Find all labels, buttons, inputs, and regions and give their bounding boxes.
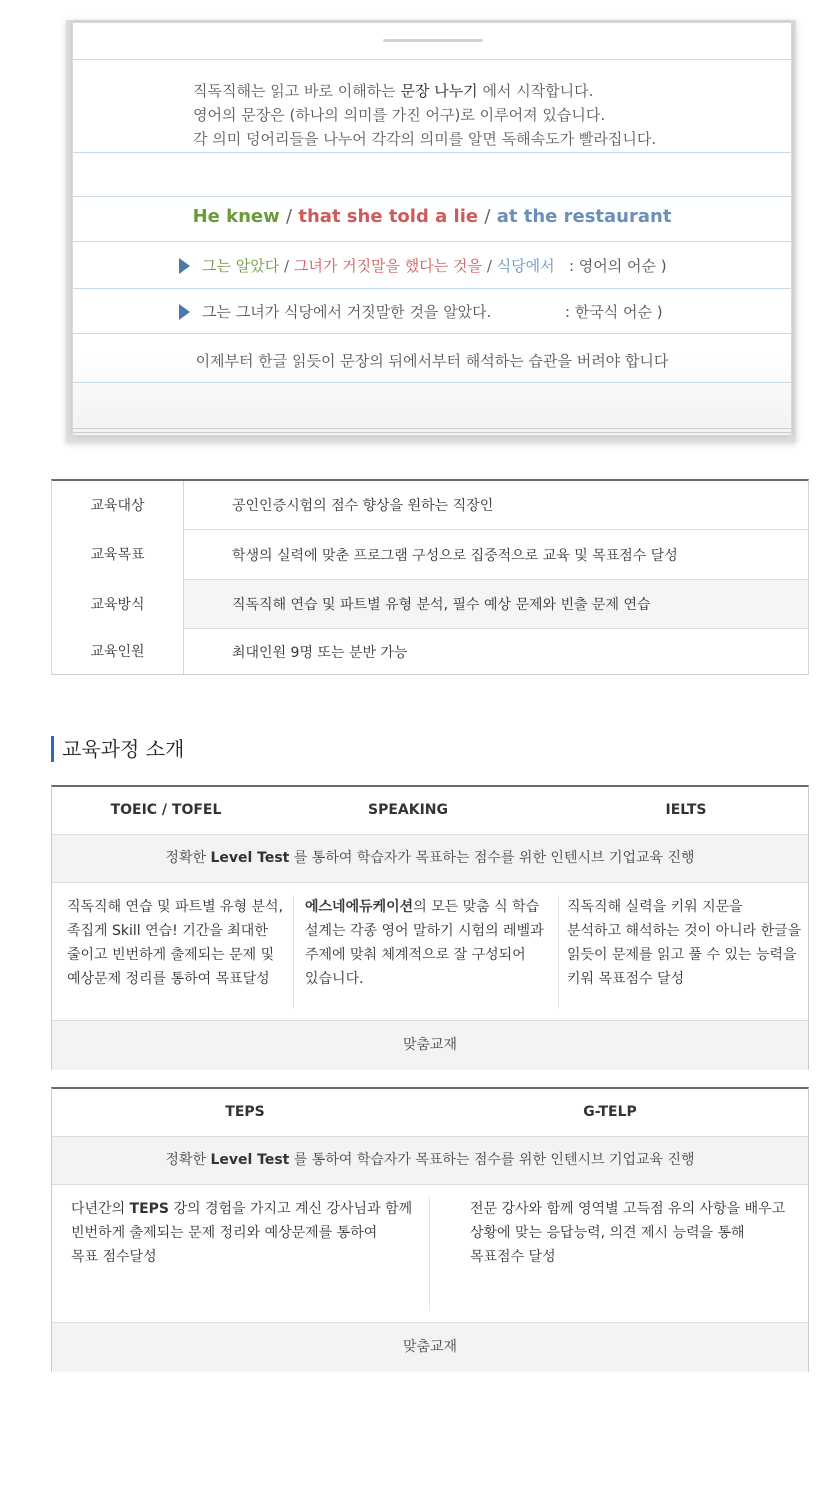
- course-desc-toeic: [67, 895, 292, 991]
- ruled-line: [73, 333, 791, 334]
- info-key: 교육목표: [52, 529, 184, 579]
- course-desc-gtelp: [470, 1197, 806, 1269]
- info-key: 교육인원: [52, 628, 184, 674]
- desc-line: 전문 강사와 함께 영역별 고득점 유의 사항을 배우고: [470, 1201, 786, 1217]
- info-key: 교육대상: [52, 481, 184, 529]
- desc-line: 직독직해 연습 및 파트별 유형 분석,: [67, 899, 284, 915]
- desc-line: 줄이고 빈번하게 출제되는 문제 및: [67, 947, 275, 963]
- info-row-capacity: [52, 628, 808, 674]
- column-divider: [429, 1197, 430, 1311]
- page-edge: [73, 428, 791, 429]
- sentence-chunk-1: He knew: [192, 206, 280, 227]
- play-triangle-icon: [179, 258, 190, 274]
- desc-line: 주제에 맞춰 체계적으로 잘 구성되어: [305, 947, 526, 963]
- translation-chunk-1: 그는 알았다: [202, 257, 280, 275]
- desc-line: 목표 점수달성: [71, 1249, 157, 1265]
- desc-line: 목표점수 달성: [470, 1249, 556, 1265]
- page-edge: [73, 432, 791, 433]
- translation-chunk-3: 식당에서: [496, 257, 555, 275]
- column-divider: [293, 895, 294, 1009]
- order-label-korean: : 한국식 어순 ): [565, 303, 663, 321]
- subtitle-bold: Level Test: [210, 1152, 290, 1168]
- course-body: [52, 1185, 808, 1322]
- course-desc-ielts: [567, 895, 807, 991]
- chunk-separator: /: [284, 257, 290, 275]
- info-row-target: [52, 481, 808, 529]
- subtitle-pre: 정확한: [165, 1152, 211, 1168]
- info-value: 공인인증시험의 점수 향상을 원하는 직장인: [232, 498, 494, 514]
- chunk-separator: /: [484, 206, 491, 227]
- chunk-separator: /: [486, 257, 492, 275]
- info-value: 직독직해 연습 및 파트별 유형 분석, 필수 예상 문제와 빈출 문제 연습: [184, 579, 808, 628]
- subtitle-post: 를 통하여 학습자가 목표하는 점수를 위한 인텐시브 기업교육 진행: [289, 1152, 695, 1168]
- desc-line: 키워 목표점수 달성: [567, 971, 685, 987]
- ruled-line: [73, 152, 791, 153]
- course-header-speaking: SPEAKING: [367, 802, 448, 818]
- course-subtitle: [52, 1136, 808, 1185]
- info-row-method: [52, 579, 808, 628]
- translation-english-order: [179, 255, 667, 276]
- sentence-chunk-2: that she told a lie: [298, 206, 479, 227]
- sentence-chunk-3: at the restaurant: [496, 206, 672, 227]
- ruled-line: [73, 241, 791, 242]
- desc-line: 직독직해 실력을 키워 지문을: [567, 899, 743, 915]
- example-sentence: [73, 206, 791, 227]
- desc-line: 설계는 각종 영어 말하기 시험의 레벨과: [305, 923, 544, 939]
- course-header-gtelp: G-TELP: [583, 1104, 637, 1120]
- intro-line-1-pre: 직독직해는 읽고 바로 이해하는: [193, 82, 401, 100]
- intro-line-3: 각 의미 덩어리들을 나누어 각각의 의미를 알면 독해속도가 빨라집니다.: [193, 130, 657, 148]
- subtitle-bold: Level Test: [210, 850, 290, 866]
- play-triangle-icon: [179, 304, 190, 320]
- translation-chunk-2: 그녀가 거짓말을 했다는 것을: [293, 257, 483, 275]
- desc-line: 빈번하게 출제되는 문제 정리와 예상문제를 통하여: [71, 1225, 378, 1241]
- ruled-line: [73, 382, 791, 383]
- desc-line: [305, 895, 555, 919]
- chunk-separator: /: [286, 206, 293, 227]
- course-table-2: [51, 1087, 809, 1372]
- desc-text: 다년간의: [71, 1201, 130, 1217]
- info-value: 학생의 실력에 맞춘 프로그램 구성으로 집중적으로 교육 및 목표점수 달성: [184, 529, 808, 579]
- notepad-binding: [383, 39, 483, 42]
- info-key: 교육방식: [52, 579, 184, 628]
- intro-line-1-post: 에서 시작합니다.: [477, 82, 594, 100]
- ruled-line: [73, 59, 791, 60]
- course-subtitle: [52, 834, 808, 883]
- course-header-toeic: TOEIC / TOFEL: [110, 802, 222, 818]
- info-value: 최대인원 9명 또는 분반 가능: [184, 628, 808, 674]
- course-header-ielts: IELTS: [665, 802, 707, 818]
- company-name: 에스네에듀케이션: [305, 899, 414, 915]
- course-header-row: [52, 1089, 808, 1136]
- notepad-card: [72, 22, 792, 436]
- section-title: 교육과정 소개: [51, 736, 184, 762]
- desc-line: 있습니다.: [305, 971, 364, 987]
- desc-text: 의 모든 맞춤 식 학습: [413, 899, 540, 915]
- translation-korean-order: [179, 301, 663, 322]
- desc-line: 읽듯이 문제를 읽고 풀 수 있는 능력을: [567, 947, 797, 963]
- desc-line: 분석하고 해석하는 것이 아니라 한글을: [567, 923, 802, 939]
- order-label-english: : 영어의 어순 ): [568, 257, 667, 275]
- course-desc-speaking: [305, 895, 555, 991]
- intro-text: [193, 79, 656, 151]
- intro-line-1: [193, 79, 656, 103]
- desc-line: 상황에 맞는 응답능력, 의견 제시 능력을 통해: [470, 1225, 745, 1241]
- desc-bold: TEPS: [129, 1201, 170, 1217]
- course-header-teps: TEPS: [225, 1104, 265, 1120]
- desc-line: 족집게 Skill 연습! 기간을 최대한: [67, 923, 268, 939]
- intro-highlight: 문장 나누기: [400, 82, 478, 100]
- desc-line: [71, 1197, 431, 1221]
- subtitle-post: 를 통하여 학습자가 목표하는 점수를 위한 인텐시브 기업교육 진행: [289, 850, 695, 866]
- desc-text: 강의 경험을 가지고 계신 강사님과 함께: [169, 1201, 413, 1217]
- course-footer-textbook: 맞춤교재: [52, 1322, 808, 1372]
- habit-advice: 이제부터 한글 읽듯이 문장의 뒤에서부터 해석하는 습관을 버려야 합니다: [195, 352, 669, 370]
- course-info-table: [51, 479, 809, 675]
- info-row-goal: [52, 529, 808, 579]
- column-divider: [558, 895, 559, 1009]
- korean-translation: 그는 그녀가 식당에서 거짓말한 것을 알았다.: [202, 303, 492, 321]
- desc-line: 예상문제 정리를 통하여 목표달성: [67, 971, 270, 987]
- ruled-line: [73, 196, 791, 197]
- course-footer-textbook: 맞춤교재: [52, 1020, 808, 1070]
- intro-line-2: 영어의 문장은 (하나의 의미를 가진 어구)로 이루어져 있습니다.: [193, 106, 606, 124]
- subtitle-pre: 정확한: [165, 850, 211, 866]
- course-body: [52, 883, 808, 1020]
- course-header-row: [52, 787, 808, 834]
- course-table-1: [51, 785, 809, 1070]
- course-desc-teps: [71, 1197, 431, 1269]
- ruled-line: [73, 288, 791, 289]
